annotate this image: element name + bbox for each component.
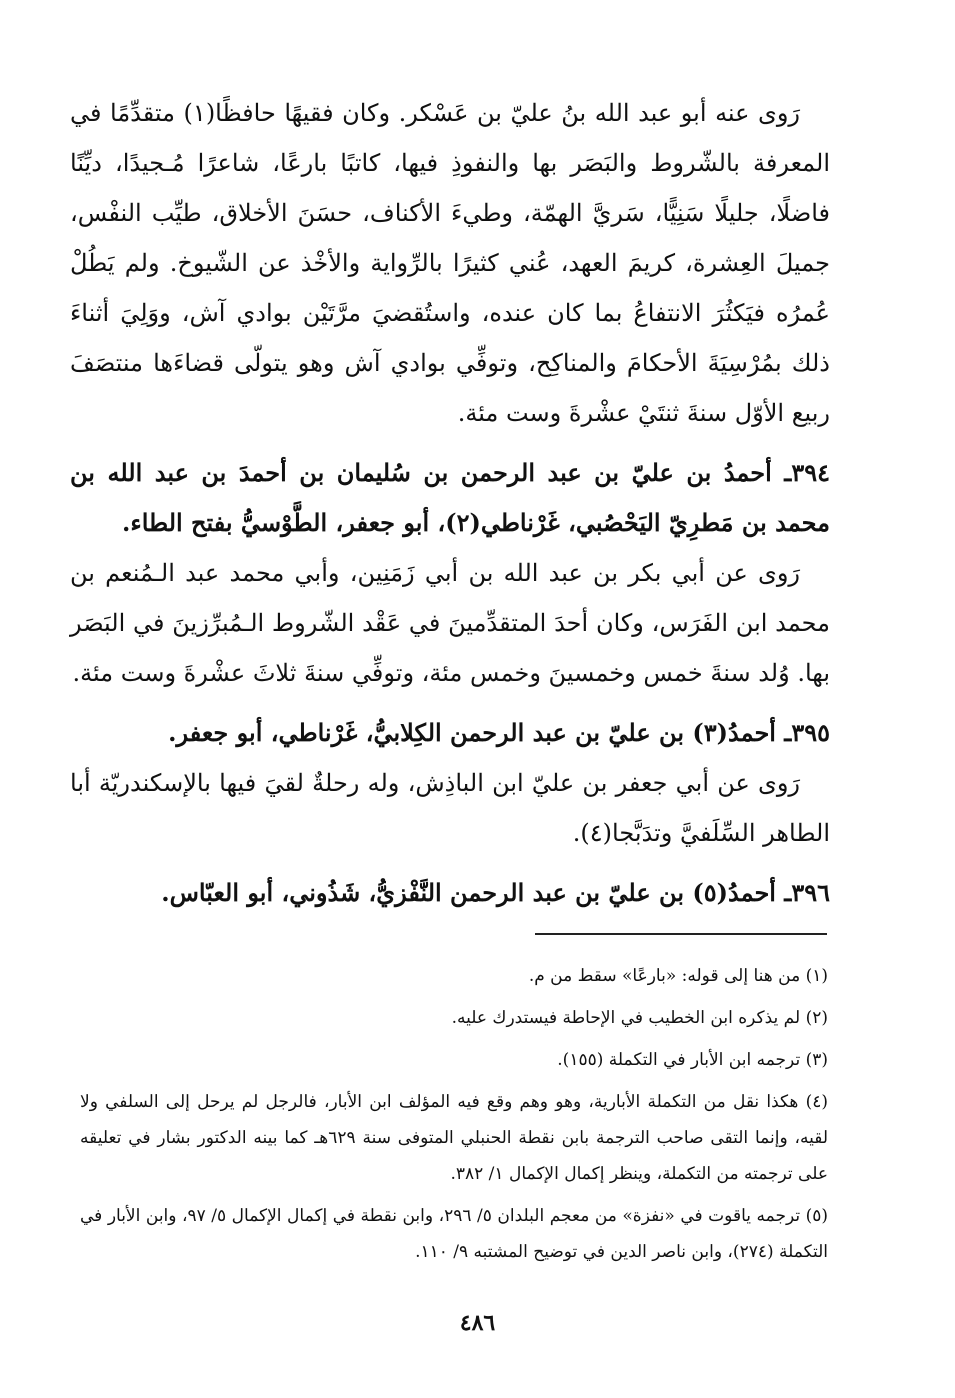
entry-heading-396: ٣٩٦ـ أحمدُ(٥) بن عليّ بن عبد الرحمن النَّفْزيُّ، شَذُوني، أبو العبّاس. [161,878,830,907]
footnote-5: (٥) ترجمه ياقوت في «نفزة» من معجم البلدان ٥/ ٢٩٦، وابن نقطة في إكمال الإكمال ٥/ ٩٧، وابن الأبار في التكملة (٢٧٤)، وابن ناصر الدين في توضيح المشتبه ٩/ ١١٠. [80,1206,828,1262]
entry-heading-394: ٣٩٤ـ أحمدُ بن عليّ بن عبد الرحمن بن سُليمان بن أحمدَ بن عبد الله بن محمد بن مَطرِيّ اليَحْصُبي، غَرْناطي(٢)، أبو جعفر، الطَّوْسيُّ بفتح الطاء. [70,458,830,537]
footnote-1: (١) من هنا إلى قوله: «بارعًا» سقط من م. [528,966,828,986]
page-number: ٤٨٦ [459,1310,496,1336]
footnote-3: (٣) ترجمه ابن الأبار في التكملة (١٥٥). [557,1050,828,1070]
footnote-4: (٤) هكذا نقل من التكملة الأبارية، وهو وهم وقع فيه المؤلف ابن الأبار، فالرجل لم يرحل إلى السلفي ولا لقيه، وإنما التقى صاحب الترجمة بابن نقطة الحنبلي المتوفى سنة ٦٢٩هـ كما بينه الدكتور بشار في تعليقه على ترجمته من التكملة، وينظر إكمال الإكمال ١/ ٣٨٢. [80,1092,828,1184]
footnote-2: (٢) لم يذكره ابن الخطيب في الإحاطة فيستدرك عليه. [451,1008,828,1028]
main-text [70,88,830,918]
footnote-separator [535,933,827,935]
paragraph-3: رَوى عن أبي جعفر بن عليّ ابن الباذِش، وله رحلةٌ لقيَ فيها بالإسكندريّة أبا الطاهر السِّلَفيَّ وتدَبَّجا(٤). [70,769,830,847]
paragraph-2: رَوى عن أبي بكر بن عبد الله بن أبي زَمَنِين، وأبي محمد عبد الـمُنعم بن محمد ابن الفَرَس، وكان أحدَ المتقدِّمينَ في عَقْد الشّروط الـمُبرِّزينَ في البَصَر بها. وُلد سنةَ خمس وخمسينَ وخمس مئة، وتوفِّي سنةَ ثلاثَ عشْرةَ وست مئة. [70,559,830,687]
paragraph-1: رَوى عنه أبو عبد الله بنُ عليّ بن عَسْكر. وكان فقيهًا حافظًا(١) متقدِّمًا في المعرفة بالشّروط والبَصَر بها والنفوذِ فيها، كاتبًا بارعًا، شاعرًا مُـجيدًا، ديِّنًا فاضلًا، جليلًا سَنِيًّا، سَريَّ الهمّة، وطيءَ الأكناف، حسَنَ الأخلاق، طيِّب النفْس، جميلَ العِشرة، كريمَ العهد، عُني كثيرًا بالرِّواية والأخْذ عن الشّيوخ. ولم يَطُلْ عُمرُه فيَكثُرَ الانتفاعُ بما كان عنده، واستُقضيَ مرَّتَيْن بوادي آش، ووَلِيَ أثناءَ ذلك بمُرْسِيَةَ الأحكامَ والمناكِح، وتوفِّي بوادي آش وهو يتولّى قضاءَها منتصَفَ ربيع الأوّل سنةَ ثنتَيْ عشْرةَ وست مئة. [70,99,830,427]
entry-heading-395: ٣٩٥ـ أحمدُ(٣) بن عليّ بن عبد الرحمن الكِلابيُّ، غَرْناطي، أبو جعفر. [168,718,830,747]
footnotes [80,958,828,1276]
